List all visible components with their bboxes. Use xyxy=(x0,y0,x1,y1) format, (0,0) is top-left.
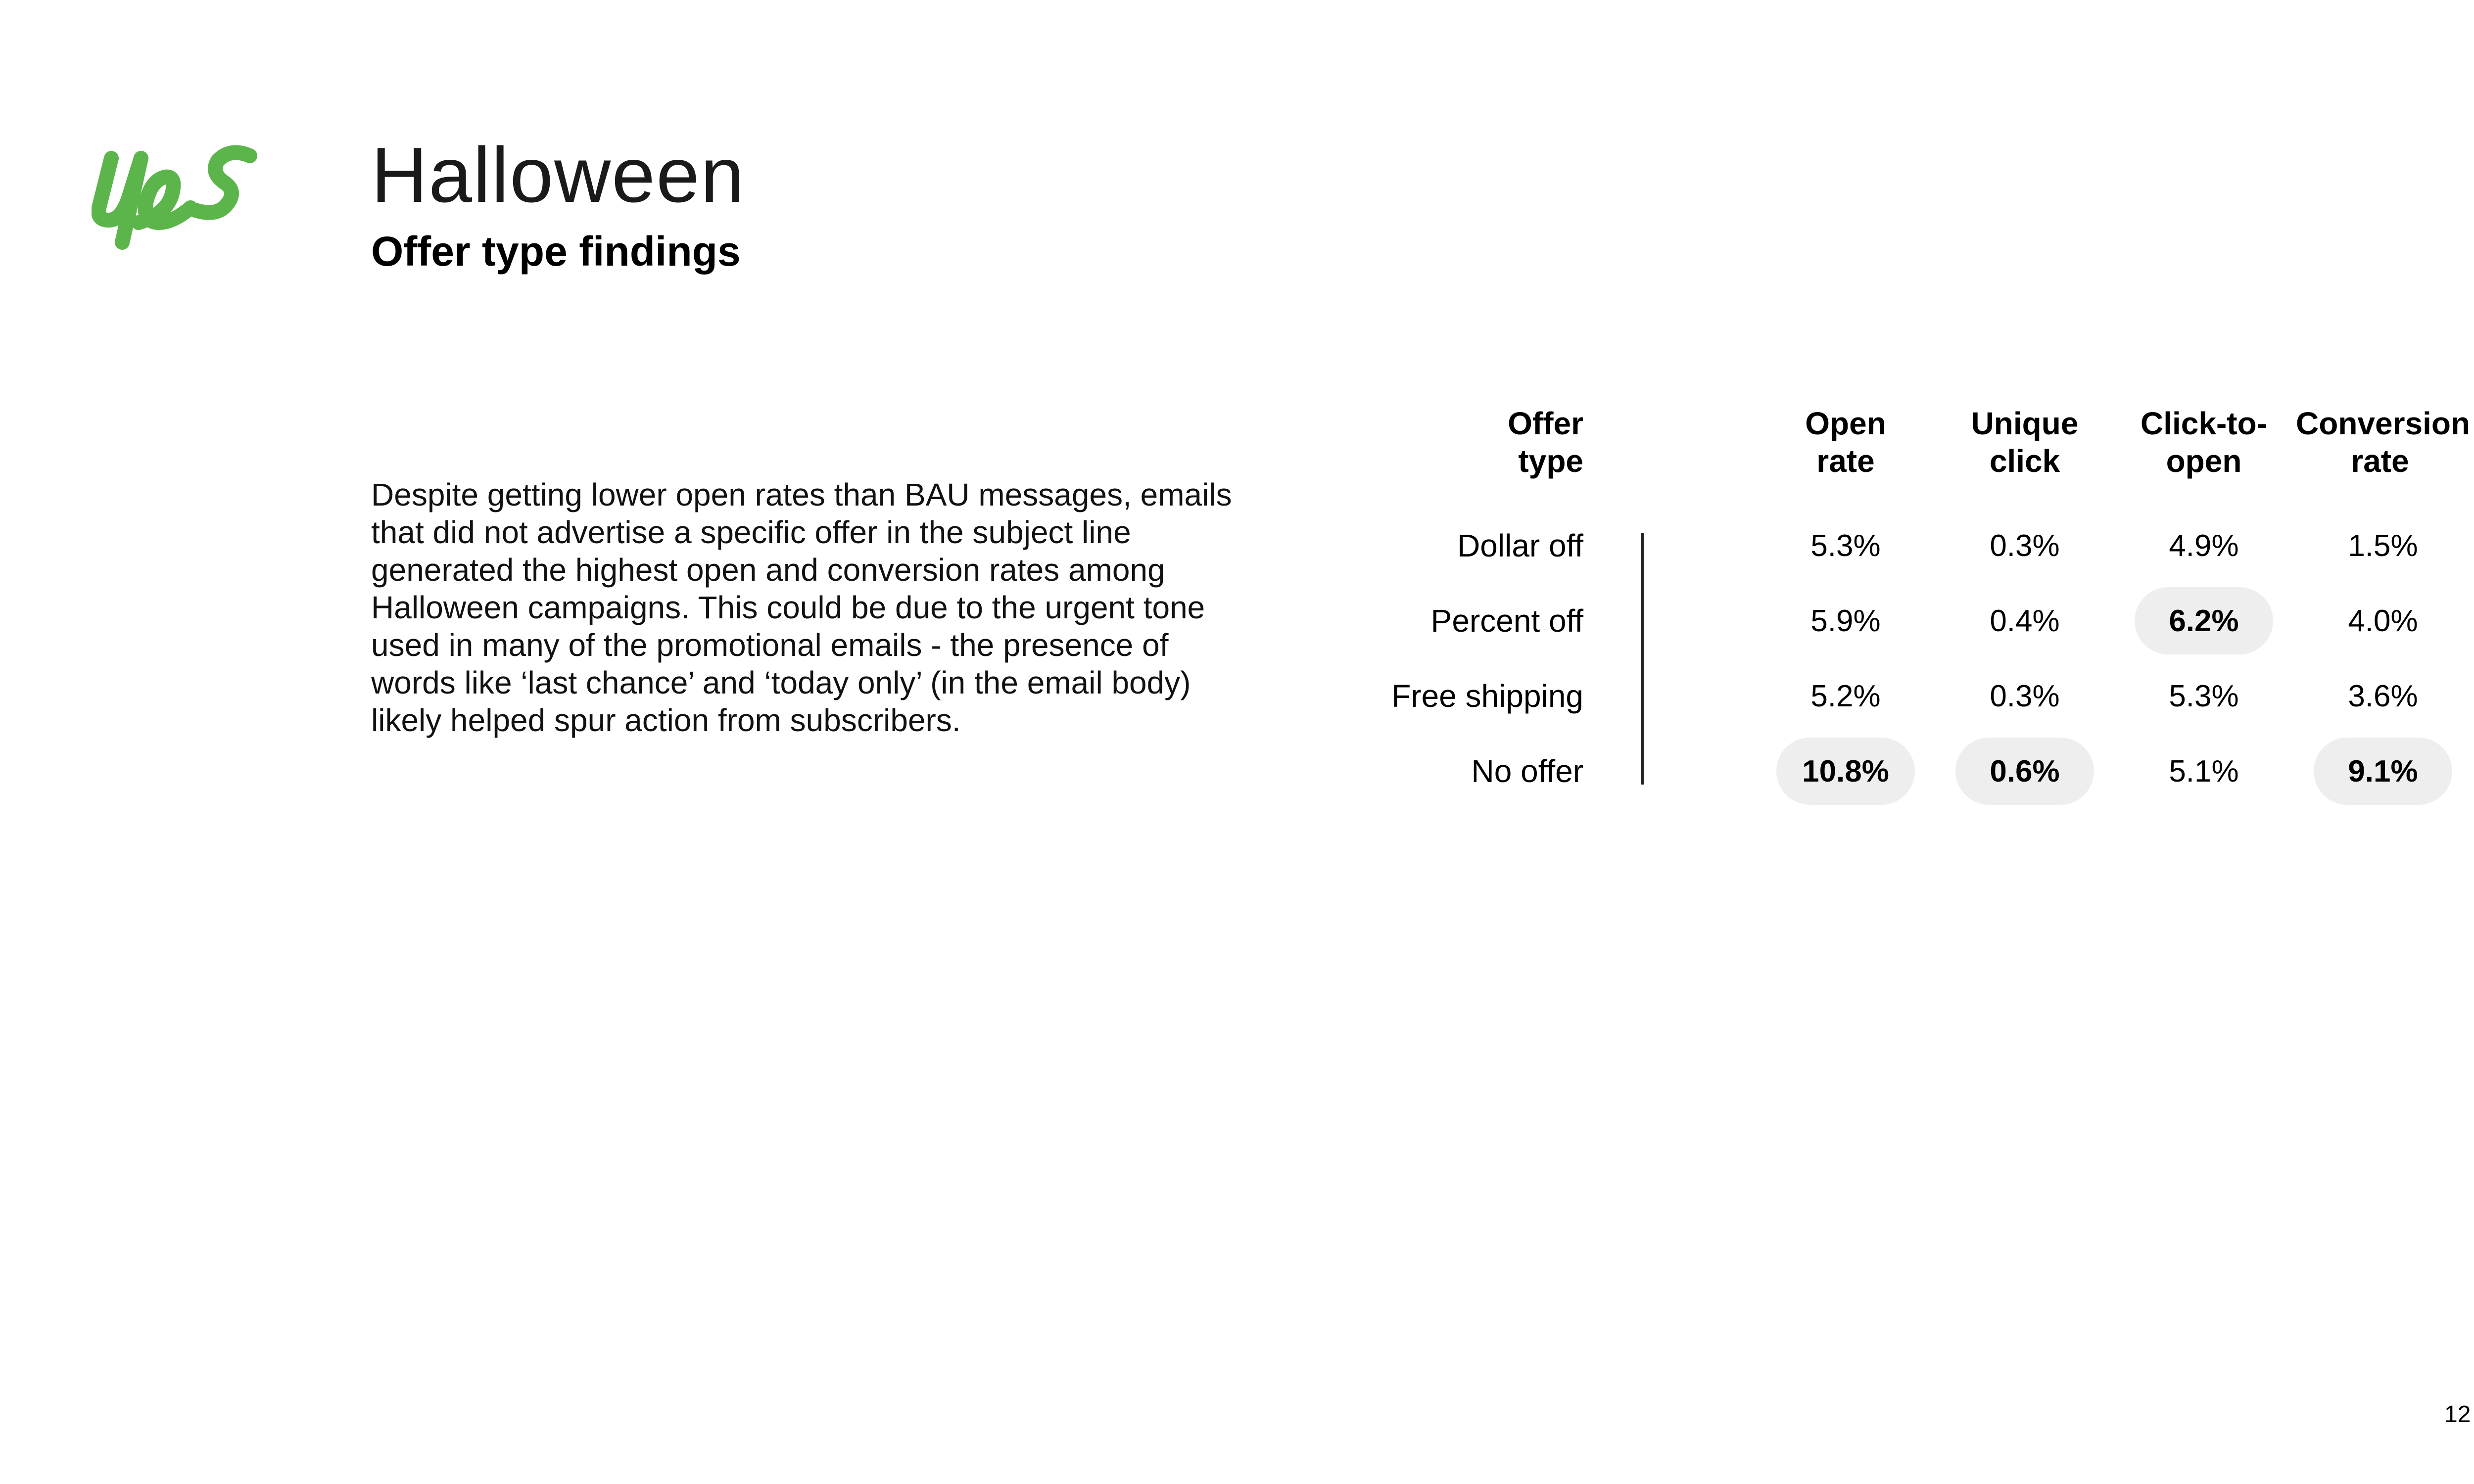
cell-free-shipping-conversion-rate: 3.6% xyxy=(2348,679,2418,713)
row-label-no-offer: No offer xyxy=(1471,753,1583,789)
header-open-rate: Open rate xyxy=(1805,406,1886,479)
row-label-dollar-off: Dollar off xyxy=(1457,528,1583,563)
header-conversion-rate: Conversion rate xyxy=(2296,406,2471,479)
findings-paragraph: Despite getting lower open rates than BAU messages, emails that did not advertise a specific offer in the subject line generated the highest open and conversion rates among Halloween campaigns. This could be due to the urgent tone used in many of the promotional emails - the presence of words like ‘last chance’ and ‘today only’ (in the email body) likely helped spur action from subscribers. xyxy=(371,477,1232,738)
cell-free-shipping-open-rate: 5.2% xyxy=(1810,679,1881,713)
cell-dollar-off-conversion-rate: 1.5% xyxy=(2348,528,2418,563)
cell-no-offer-open-rate: 10.8% xyxy=(1776,738,1915,805)
table-divider xyxy=(1641,533,1644,785)
cell-percent-off-click-to-open: 6.2% xyxy=(2135,587,2273,654)
slide-title: Halloween xyxy=(371,132,745,219)
cell-free-shipping-click-to-open: 5.3% xyxy=(2169,679,2239,713)
cell-free-shipping-unique-click: 0.3% xyxy=(1990,679,2060,713)
offer-type-table xyxy=(1336,0,2471,841)
header-offer-type: Offer type xyxy=(1508,406,1583,479)
slide-subtitle: Offer type findings xyxy=(371,228,741,275)
header-click-to-open: Click-to- open xyxy=(2141,406,2267,479)
row-label-free-shipping: Free shipping xyxy=(1391,678,1583,714)
cell-percent-off-unique-click: 0.4% xyxy=(1990,603,2060,638)
cell-percent-off-conversion-rate: 4.0% xyxy=(2348,603,2418,638)
cell-percent-off-open-rate: 5.9% xyxy=(1810,603,1881,638)
cell-dollar-off-click-to-open: 4.9% xyxy=(2169,528,2239,563)
yes-logo xyxy=(92,139,260,262)
cell-no-offer-click-to-open: 5.1% xyxy=(2169,754,2239,788)
cell-no-offer-unique-click: 0.6% xyxy=(1955,738,2094,805)
cell-dollar-off-open-rate: 5.3% xyxy=(1810,528,1881,563)
page-number: 12 xyxy=(2444,1401,2471,1428)
cell-dollar-off-unique-click: 0.3% xyxy=(1990,528,2060,563)
cell-no-offer-conversion-rate: 9.1% xyxy=(2314,738,2452,805)
row-label-percent-off: Percent off xyxy=(1430,603,1583,639)
header-unique-click: Unique click xyxy=(1971,406,2079,479)
